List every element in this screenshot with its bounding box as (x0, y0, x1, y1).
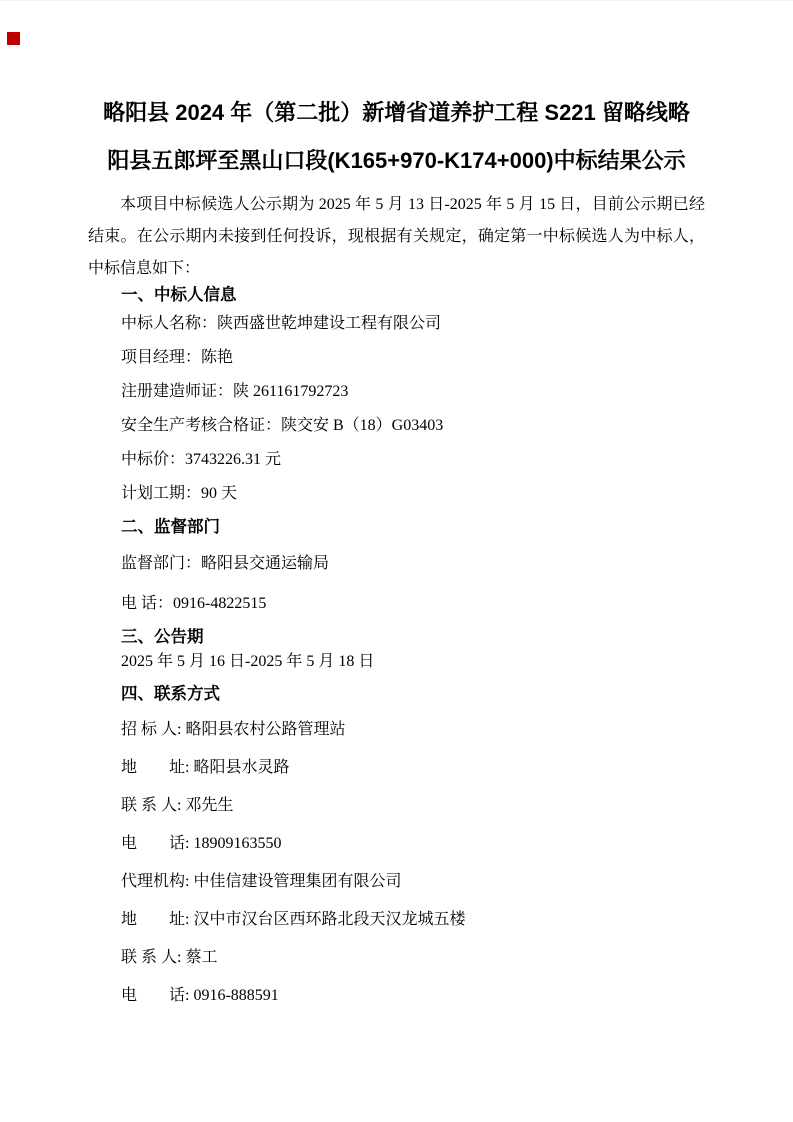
supervision-department-line: 监督部门：略阳县交通运输局 (121, 555, 330, 572)
red-square-marker (7, 32, 20, 45)
winner-name-line: 中标人名称：陕西盛世乾坤建设工程有限公司 (121, 315, 442, 332)
agency-contact-line: 联 系 人: 蔡工 (121, 949, 218, 966)
intro-paragraph: 本项目中标候选人公示期为 2025 年 5 月 13 日-2025 年 5 月 15 日，目前公示期已经结束。在公示期内未接到任何投诉，现根据有关规定，确定第一中标候选人为中标人，中标信息如下： (88, 196, 705, 277)
supervision-phone-line: 电 话：0916-4822515 (121, 595, 267, 612)
safety-certificate-line: 安全生产考核合格证：陕交安 B（18）G03403 (121, 417, 444, 434)
section-announcement-period (88, 627, 705, 670)
announcement-period-line: 2025 年 5 月 16 日-2025 年 5 月 18 日 (121, 653, 375, 670)
section-winner-info (88, 285, 705, 502)
tenderer-phone-line: 电 话: 18909163550 (121, 835, 282, 852)
agency-address-line: 地 址: 汉中市汉台区西环路北段天汉龙城五楼 (121, 911, 466, 928)
document-title (88, 1, 705, 185)
title-line-2: 阳县五郎坪至黑山口段(K165+970-K174+000)中标结果公示 (107, 148, 686, 173)
tenderer-contact-line: 联 系 人: 邓先生 (121, 797, 234, 814)
builder-certificate-line: 注册建造师证：陕 261161792723 (121, 383, 349, 400)
tenderer-line: 招 标 人: 略阳县农村公路管理站 (121, 721, 346, 738)
section-heading-contact-info: 四、联系方式 (121, 685, 220, 703)
section-heading-announcement-period: 三、公告期 (121, 628, 204, 646)
agency-line: 代理机构: 中佳信建设管理集团有限公司 (121, 873, 402, 890)
section-heading-supervision: 二、监督部门 (121, 518, 220, 536)
document-content (0, 1, 793, 1004)
project-manager-line: 项目经理：陈艳 (121, 349, 234, 366)
bid-price-line: 中标价：3743226.31 元 (121, 451, 282, 468)
tenderer-address-line: 地 址: 略阳县水灵路 (121, 759, 290, 776)
agency-phone-line: 电 话: 0916-888591 (121, 987, 279, 1004)
planned-duration-line: 计划工期：90 天 (121, 485, 238, 502)
section-heading-winner-info: 一、中标人信息 (121, 286, 237, 304)
section-contact-info (88, 684, 705, 1004)
section-supervision (88, 517, 705, 612)
title-line-1: 略阳县 2024 年（第二批）新增省道养护工程 S221 留略线略 (103, 100, 690, 125)
